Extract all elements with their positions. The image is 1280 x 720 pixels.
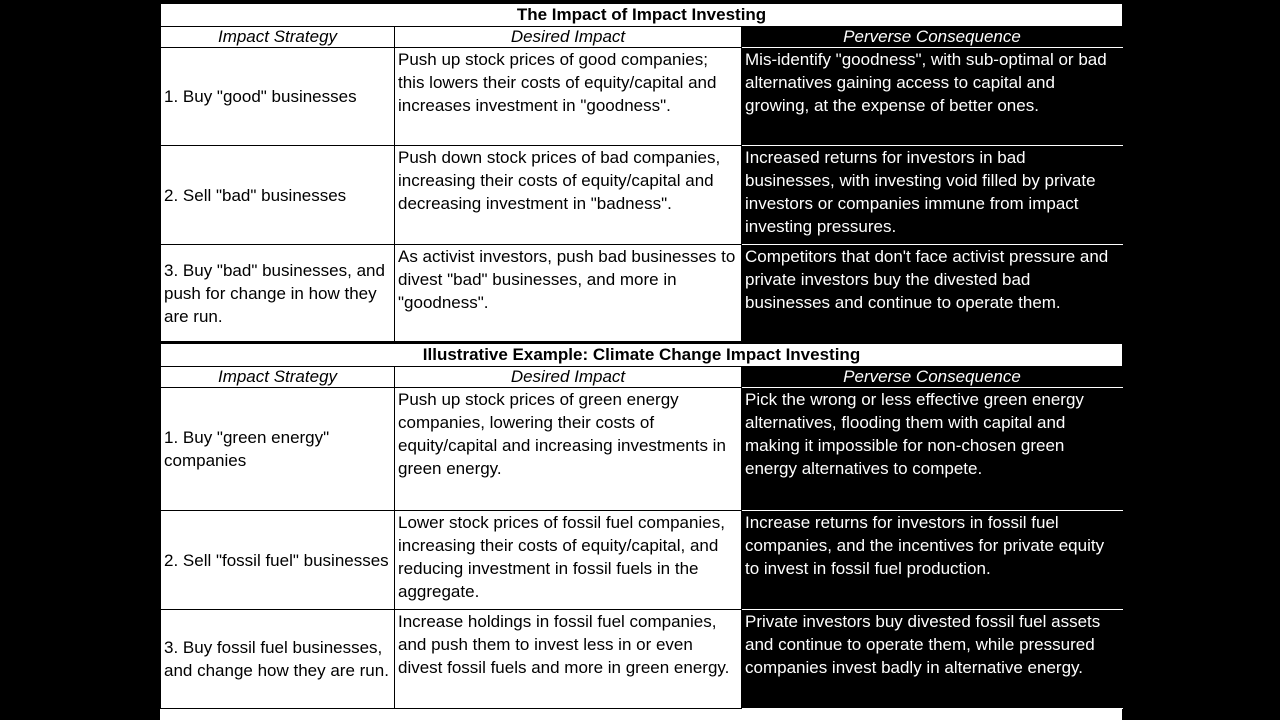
section2-title: Illustrative Example: Climate Change Impact Investing bbox=[161, 343, 1123, 367]
perverse-consequence-cell: Pick the wrong or less effective green energy alternatives, flooding them with capital and making it impossible for non-chosen green energy alternatives to compete. bbox=[742, 388, 1123, 511]
impact-investing-table bbox=[160, 2, 1123, 709]
perverse-consequence-cell: Competitors that don't face activist pressure and private investors buy the divested bad businesses and continue to operate them. bbox=[742, 245, 1123, 343]
desired-impact-cell: Push up stock prices of green energy companies, lowering their costs of equity/capital and increasing investments in green energy. bbox=[395, 388, 742, 511]
table-row bbox=[161, 146, 1123, 245]
strategy-cell: 3. Buy "bad" businesses, and push for change in how they are run. bbox=[161, 245, 395, 343]
section1-title-row bbox=[161, 3, 1123, 27]
strategy-cell: 1. Buy "green energy" companies bbox=[161, 388, 395, 511]
impact-investing-table-sheet bbox=[160, 2, 1122, 720]
section1-header-row bbox=[161, 27, 1123, 48]
section2-header-desired: Desired Impact bbox=[395, 367, 742, 388]
perverse-consequence-cell: Mis-identify "goodness", with sub-optimal or bad alternatives gaining access to capital and growing, at the expense of better ones. bbox=[742, 48, 1123, 146]
section1-title: The Impact of Impact Investing bbox=[161, 3, 1123, 27]
strategy-cell: 3. Buy fossil fuel businesses, and change how they are run. bbox=[161, 610, 395, 709]
perverse-consequence-cell: Private investors buy divested fossil fuel assets and continue to operate them, while pressured companies invest badly in alternative energy. bbox=[742, 610, 1123, 709]
desired-impact-cell: Lower stock prices of fossil fuel companies, increasing their costs of equity/capital, and reducing investment in fossil fuels in the aggregate. bbox=[395, 511, 742, 610]
strategy-cell: 2. Sell "fossil fuel" businesses bbox=[161, 511, 395, 610]
section2-header-perverse: Perverse Consequence bbox=[742, 367, 1123, 388]
desired-impact-cell: Increase holdings in fossil fuel companies, and push them to invest less in or even divest fossil fuels and more in green energy. bbox=[395, 610, 742, 709]
strategy-cell: 1. Buy "good" businesses bbox=[161, 48, 395, 146]
perverse-consequence-cell: Increased returns for investors in bad businesses, with investing void filled by private investors or companies immune from impact investing pressures. bbox=[742, 146, 1123, 245]
table-row bbox=[161, 388, 1123, 511]
section1-header-desired: Desired Impact bbox=[395, 27, 742, 48]
desired-impact-cell: Push down stock prices of bad companies, increasing their costs of equity/capital and decreasing investment in "badness". bbox=[395, 146, 742, 245]
perverse-consequence-cell: Increase returns for investors in fossil fuel companies, and the incentives for private equity to invest in fossil fuel production. bbox=[742, 511, 1123, 610]
section1-header-perverse: Perverse Consequence bbox=[742, 27, 1123, 48]
section2-title-row bbox=[161, 343, 1123, 367]
table-row bbox=[161, 48, 1123, 146]
desired-impact-cell: As activist investors, push bad businesses to divest "bad" businesses, and more in "goodness". bbox=[395, 245, 742, 343]
table-row bbox=[161, 245, 1123, 343]
table-row bbox=[161, 511, 1123, 610]
desired-impact-cell: Push up stock prices of good companies; this lowers their costs of equity/capital and increases investment in "goodness". bbox=[395, 48, 742, 146]
table-row bbox=[161, 610, 1123, 709]
section2-header-strategy: Impact Strategy bbox=[161, 367, 395, 388]
strategy-cell: 2. Sell "bad" businesses bbox=[161, 146, 395, 245]
section1-header-strategy: Impact Strategy bbox=[161, 27, 395, 48]
section2-header-row bbox=[161, 367, 1123, 388]
